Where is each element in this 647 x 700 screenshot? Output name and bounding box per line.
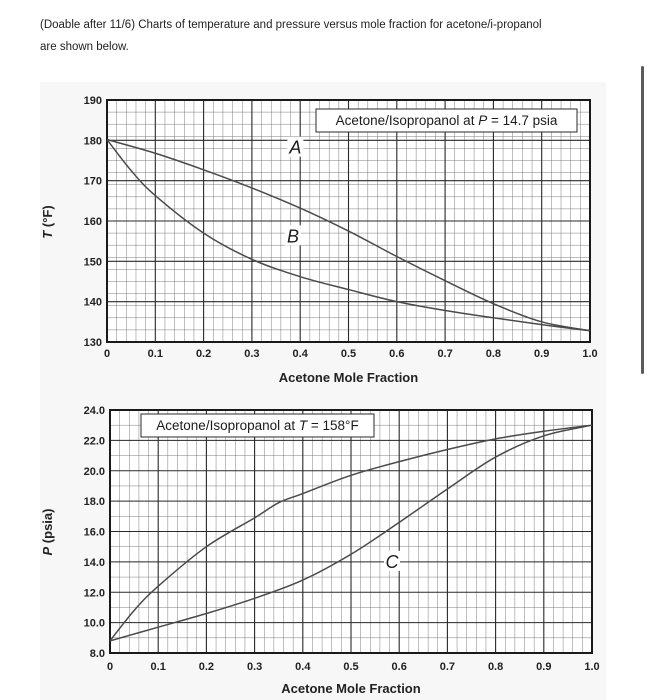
x-axis-label: Acetone Mole Fraction [281,681,421,696]
x-tick-label: 0.2 [198,661,215,673]
x-tick-label: 0.5 [343,661,359,673]
y-tick-label: 16.0 [83,526,105,539]
y-tick-label: 18.0 [83,496,105,509]
chart-2 [40,405,600,696]
x-tick-label: 0.9 [534,348,550,360]
x-tick-label: 0.8 [487,661,504,673]
y-tick-label: 20.0 [83,465,105,478]
y-tick-label: 10.0 [83,617,105,630]
y-tick-label: 190 [83,95,102,107]
y-tick-label: 180 [83,135,102,148]
chart-title: Acetone/Isopropanol at T = 158°F [156,418,359,433]
x-tick-label: 1.0 [582,348,598,360]
x-tick-label: 0.2 [195,348,212,360]
y-tick-label: 14.0 [83,556,105,569]
y-axis-label: P (psia) [40,508,55,556]
y-tick-label: 8.0 [89,648,105,660]
curve-label-C: C [385,551,399,572]
y-tick-label: 130 [83,337,102,349]
x-tick-label: 0.1 [147,348,163,360]
x-axis-label: Acetone Mole Fraction [278,370,419,385]
x-tick-label: 1.0 [584,661,600,673]
x-tick-label: 0.6 [391,661,407,673]
x-tick-label: 0.7 [439,661,456,673]
x-tick-label: 0.5 [340,348,357,360]
curve-label-B: B [286,226,299,247]
x-tick-label: 0.3 [244,348,260,360]
x-tick-label: 0.4 [295,661,311,673]
question-line-1: (Doable after 11/6) Charts of temperature and pressure versus mole fraction for acetone/i-propanol [40,19,542,31]
y-tick-label: 12.0 [83,587,105,600]
y-tick-label: 24.0 [83,405,105,417]
x-tick-label: 0.1 [150,661,166,673]
x-tick-label: 0.6 [389,348,405,360]
question-line-2: are shown below. [40,41,129,53]
y-tick-label: 170 [83,175,102,188]
y-tick-label: 150 [83,256,102,269]
chart-title: Acetone/Isopropanol at P = 14.7 psia [335,113,558,128]
curve-label-A: A [289,137,302,158]
y-tick-label: 22.0 [83,435,105,448]
x-tick-label: 0 [106,661,114,673]
y-tick-label: 140 [83,296,102,309]
x-tick-label: 0 [103,348,111,360]
y-axis-label: T (°F) [40,205,55,239]
x-tick-label: 0.8 [485,348,502,360]
x-tick-label: 0.9 [536,661,552,673]
x-tick-label: 0.3 [246,661,263,673]
chart-1 [40,95,598,385]
y-tick-label: 160 [83,216,102,228]
x-tick-label: 0.7 [437,348,453,360]
x-tick-label: 0.4 [292,348,308,360]
